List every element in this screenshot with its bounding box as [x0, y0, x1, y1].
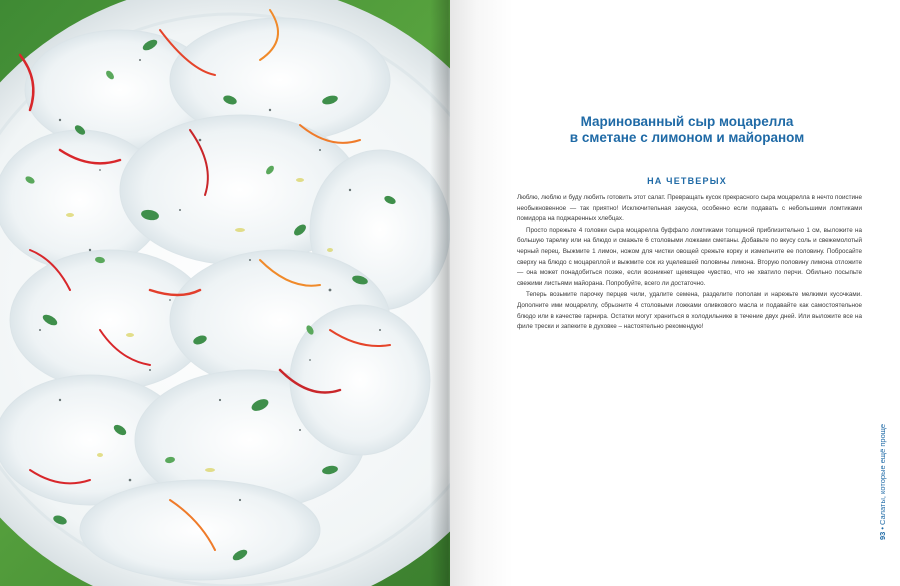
recipe-body	[517, 193, 862, 334]
recipe-paragraph: Люблю, люблю и буду любить готовить этот салат. Превращать кусок прекрасного сыра моцарелла в нечто поистине необыкновенное — так приятно! Исключительная закуска, особенно если подавать с небольшими ломтиками помидора на поджаренных хлебцах.	[517, 194, 862, 223]
recipe-page	[450, 0, 900, 586]
footer-separator: •	[878, 527, 887, 530]
page-number: 93	[878, 531, 887, 540]
recipe-title: Маринованный сыр моцарелла в сметане с лимоном и майораном	[569, 114, 805, 145]
page-footer	[878, 424, 887, 540]
chapter-title: Салаты, которые ещё проще	[878, 424, 887, 526]
recipe-paragraph: Теперь возьмите парочку перцев чили, удалите семена, разделите пополам и нарежьте мелкими кусочками. Дополните ими моцареллу, сбрызните 4 столовыми ложками оливкового масла и подавайте как самостоятельное блюдо или в качестве гарнира. Остатки могут храниться в холодильнике в течение двух дней. Или выложите все на филе трески и запеките в духовке – настоятельно рекомендую!	[517, 291, 862, 331]
servings-heading: НА ЧЕТВЕРЫХ	[647, 176, 727, 186]
recipe-paragraph: Просто порежьте 4 головки сыра моцарелла буффало ломтиками толщиной приблизительно 1 см, выложите на большую тарелку или на блюдо и смажьте 6 столовыми ложками сметаны. Добавьте по вкусу соль и свежемолотый черный перец. Выжмите 1 лимон, ножом для чистки овощей срежьте корку и измельчите ее половину. Побросайте сверху на блюдо с моцареллой и выжмите сок из уцелевшей половины лимона. Вторую половину лимона отложите — она может понадобиться позже, если возникнет щемящее чувство, что не хватило перчи. Обильно посыпьте свежими листьями майорана. Попробуйте, всего ли достаточно.	[517, 226, 862, 287]
